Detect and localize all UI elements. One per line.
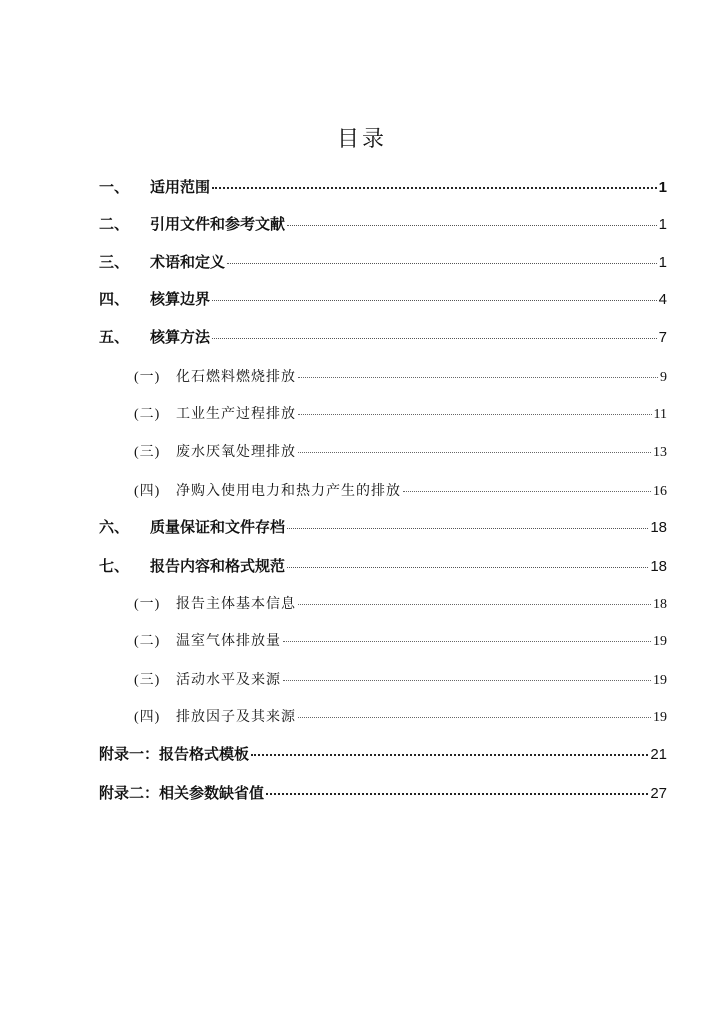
toc-subentry[interactable] (134, 669, 667, 689)
toc-appendix-entry[interactable] (99, 782, 667, 803)
dot-leader (298, 717, 651, 718)
dot-leader (298, 604, 651, 605)
dot-leader (212, 338, 657, 339)
dot-leader (283, 680, 651, 681)
toc-entry-number: 七、 (99, 557, 130, 575)
dot-leader (287, 567, 648, 568)
toc-entry[interactable] (99, 288, 667, 309)
toc-appendix-label: 附录二：相关参数缺省值 (99, 784, 265, 802)
toc-entry-label: 质量保证和文件存档 (150, 518, 286, 536)
dot-leader (251, 754, 648, 756)
toc-entry-label: 引用文件和参考文献 (150, 215, 286, 233)
toc-subentry-label: 净购入使用电力和热力产生的排放 (176, 483, 401, 499)
dot-leader (227, 263, 657, 264)
dot-leader (266, 793, 648, 795)
toc-subentry-number: (三) (134, 673, 161, 688)
dot-leader (212, 187, 657, 189)
toc-subentry-page: 11 (653, 407, 667, 422)
toc-entry-page: 1 (658, 179, 667, 196)
toc-entry-label: 核算边界 (150, 290, 211, 308)
toc-subentry-page: 19 (653, 634, 667, 649)
toc-entry-number: 三、 (99, 253, 130, 271)
toc-subentry-page: 18 (653, 597, 667, 612)
toc-appendix-entry[interactable] (99, 743, 667, 764)
toc-subentry-label: 温室气体排放量 (176, 633, 281, 649)
toc-subentry-label: 废水厌氧处理排放 (176, 444, 296, 460)
toc-entry-label: 报告内容和格式规范 (150, 557, 286, 575)
toc-entry-number: 二、 (99, 215, 130, 233)
toc-appendix-label: 附录一：报告格式模板 (99, 745, 250, 763)
dot-leader (298, 452, 651, 453)
dot-leader (212, 300, 657, 301)
dot-leader (298, 377, 658, 378)
toc-entry-page: 18 (650, 558, 667, 575)
toc-entry-label: 适用范围 (150, 178, 211, 196)
dot-leader (287, 225, 657, 226)
toc-subentry-number: (四) (134, 484, 161, 499)
toc-entry[interactable] (99, 213, 667, 234)
toc-subentry-number: (二) (134, 634, 161, 649)
toc-title: 目录 (336, 127, 387, 152)
toc-subentry[interactable] (134, 403, 667, 423)
toc-subentry-page: 19 (653, 710, 667, 725)
toc-subentry-number: (三) (134, 445, 161, 460)
toc-subentry-number: (二) (134, 407, 161, 422)
toc-entry[interactable] (99, 251, 667, 272)
toc-entry-label: 核算方法 (150, 328, 211, 346)
toc-entry-number: 一、 (99, 178, 130, 196)
toc-appendix-page: 27 (650, 785, 667, 802)
toc-subentry-number: (一) (134, 597, 161, 612)
toc-subentry-label: 排放因子及其来源 (176, 709, 296, 725)
dot-leader (403, 491, 651, 492)
toc-subentry-page: 16 (653, 484, 667, 499)
toc-entry-label: 术语和定义 (150, 253, 226, 271)
toc-appendix-page: 21 (650, 746, 667, 763)
toc-subentry-number: (一) (134, 370, 161, 385)
dot-leader (283, 641, 651, 642)
toc-subentry-label: 工业生产过程排放 (176, 406, 296, 422)
toc-subentry[interactable] (134, 480, 667, 500)
toc-subentry-page: 19 (653, 673, 667, 688)
toc-entry[interactable] (99, 326, 667, 347)
toc-subentry[interactable] (134, 630, 667, 650)
dot-leader (287, 528, 648, 529)
toc-subentry[interactable] (134, 441, 667, 461)
toc-subentry-number: (四) (134, 710, 161, 725)
toc-entry-page: 1 (658, 216, 667, 233)
toc-entry-page: 4 (658, 291, 667, 308)
toc-entry-number: 四、 (99, 290, 130, 308)
toc-entry[interactable] (99, 176, 667, 197)
toc-entry-number: 六、 (99, 518, 130, 536)
toc-subentry[interactable] (134, 706, 667, 726)
toc-entry-page: 1 (658, 254, 667, 271)
toc-entry[interactable] (99, 555, 667, 576)
toc-subentry[interactable] (134, 366, 667, 386)
toc-entry-page: 18 (650, 519, 667, 536)
toc-subentry-label: 活动水平及来源 (176, 672, 281, 688)
toc-entry[interactable] (99, 516, 667, 537)
toc-subentry[interactable] (134, 593, 667, 613)
toc-entry-page: 7 (658, 329, 667, 346)
toc-subentry-label: 报告主体基本信息 (176, 596, 296, 612)
dot-leader (298, 414, 652, 415)
toc-entry-number: 五、 (99, 328, 130, 346)
toc-subentry-label: 化石燃料燃烧排放 (176, 369, 296, 385)
toc-subentry-page: 13 (653, 445, 667, 460)
toc-subentry-page: 9 (660, 370, 667, 385)
